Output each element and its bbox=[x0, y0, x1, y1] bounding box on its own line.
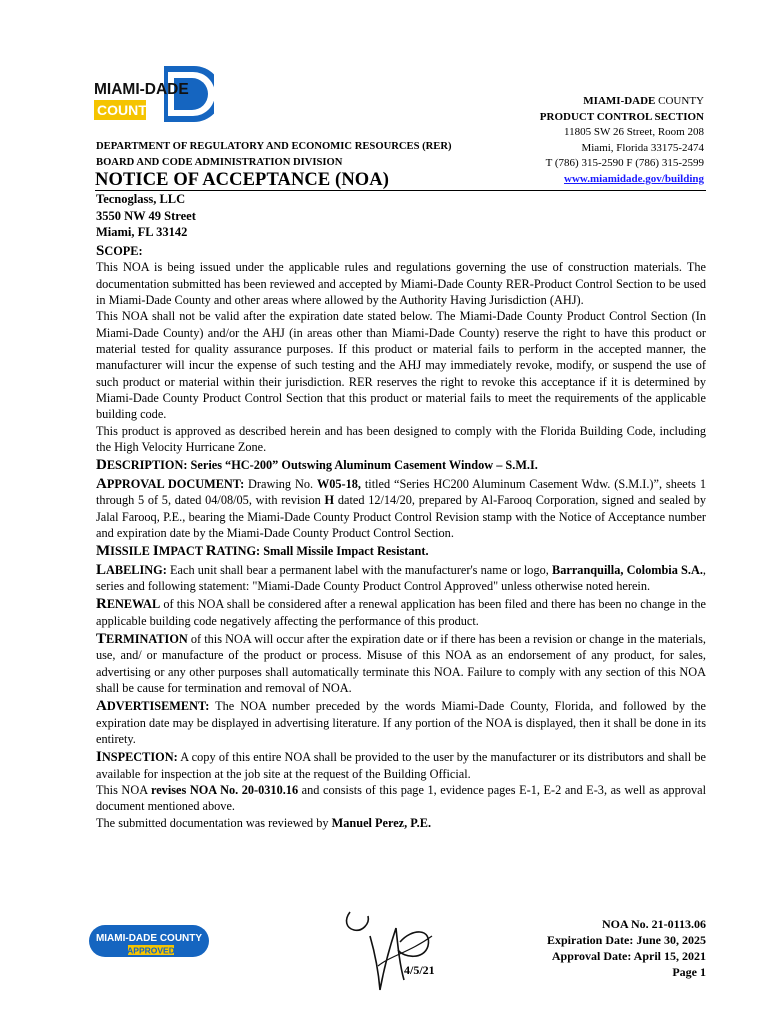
scope-paragraph-3: This product is approved as described herein and has been designed to comply with the Florida Building Code, including the High Velocity Hurricane Zone. bbox=[96, 423, 706, 455]
scope-heading: SCOPE: bbox=[96, 243, 143, 259]
scope-paragraph-2: This NOA shall not be valid after the expiration date stated below. The Miami-Dade County Product Control Section (In Miami-Dade County) and/or the AHJ (in areas other than Miami-Dade County) reserve the right to have this product or material tested for quality assurance purposes. If this product or material fails to perform in the accepted manner, the manufacturer will incur the expense of such testing and the AHJ may immediately revoke, modify, or suspend the use of such product or material within their jurisdiction. RER reserves the right to revoke this acceptance if it is determined by Miami-Dade County Product Control Section that this product or material fails to meet the requirements of the applicable building code. bbox=[96, 309, 706, 422]
approval-date: Approval Date: April 15, 2021 bbox=[551, 949, 706, 963]
agency-name: MIAMI-DADE COUNTY bbox=[583, 95, 704, 107]
scope-paragraph-1: This NOA is being issued under the applicable rules and regulations governing the use of construction materials. The documentation submitted has been reviewed and accepted by Miami-Dade County RER-Product Control Section to be used in Miami-Dade County and other areas where allowed by the Authority Having Jurisdiction (AHJ). bbox=[96, 260, 706, 308]
revises-statement: This NOA revises NOA No. 20-0310.16 and consists of this page 1, evidence pages E-1, E-2 and E-3, as well as approval document mentioned above. bbox=[96, 783, 706, 814]
street-address: 11805 SW 26 Street, Room 208 bbox=[564, 126, 704, 138]
signature-date: 4/5/21 bbox=[404, 963, 435, 977]
city-address: Miami, Florida 33175-2474 bbox=[581, 141, 704, 154]
logo-text-miami-dade: MIAMI-DADE bbox=[94, 81, 189, 98]
reviewed-by-statement: The submitted documentation was reviewed by Manuel Perez, P.E. bbox=[96, 815, 432, 830]
document-body bbox=[96, 243, 706, 831]
missile-impact-section: MISSILE IMPACT RATING: Small Missile Impact Resistant. bbox=[96, 543, 429, 560]
noa-number: NOA No. 21-0113.06 bbox=[601, 917, 706, 931]
phone-numbers: T (786) 315-2590 F (786) 315-2599 bbox=[545, 157, 704, 169]
holder-city: Miami, FL 33142 bbox=[96, 225, 188, 239]
signature-mark bbox=[340, 906, 450, 998]
approval-document-section: APPROVAL DOCUMENT: Drawing No. W05-18, titled “Series HC200 Aluminum Casement Wdw. (S.M.I.)”, sheets 1 through 5 of 5, dated 04/08/05, with revision H dated 12/14/20, prepared by Al-Farooq Corporation, signed and sealed by Jalal Farooq, P.E., bearing the Miami-Dade County Product Control Revision stamp with the Notice of Acceptance number and expiration date by the Miami-Dade County Product Control Section. bbox=[96, 475, 706, 540]
description-section: DESCRIPTION: Series “HC-200” Outswing Aluminum Casement Window – S.M.I. bbox=[96, 457, 538, 474]
miami-dade-logo bbox=[94, 64, 214, 124]
holder-name: Tecnoglass, LLC bbox=[96, 192, 186, 206]
product-holder bbox=[96, 191, 196, 241]
approved-logo-approved-text: APPROVED bbox=[127, 945, 175, 956]
page-title: NOTICE OF ACCEPTANCE (NOA) bbox=[95, 170, 389, 190]
logo-text-county: COUNTY bbox=[97, 102, 157, 118]
advertisement-section: ADVERTISEMENT: The NOA number preceded by the words Miami-Dade County, Florida, and followed by the expiration date may be displayed in advertising literature. If any portion of the NOA is displayed, then it shall be done in its entirety. bbox=[96, 698, 706, 746]
noa-info-block bbox=[547, 916, 706, 980]
address-block bbox=[540, 94, 704, 187]
approved-logo-county-text: MIAMI-DADE COUNTY bbox=[95, 933, 203, 944]
page-number: Page 1 bbox=[672, 965, 706, 979]
department-block bbox=[96, 139, 452, 171]
labeling-section: LABELING: Each unit shall bear a permanent label with the manufacturer's name or logo, Barranquilla, Colombia S.A., series and following statement: "Miami-Dade County Product Control Approved" unless otherwise noted herein. bbox=[96, 561, 706, 593]
section-name: PRODUCT CONTROL SECTION bbox=[539, 110, 704, 123]
expiration-date: Expiration Date: June 30, 2025 bbox=[547, 933, 706, 947]
website-link[interactable]: www.miamidade.gov/building bbox=[564, 172, 704, 185]
termination-section: TERMINATION of this NOA will occur after the expiration date or if there has been a revision or change in the materials, use, and/ or manufacture of the product or process. Misuse of this NOA as an endorsement of any product, for sales, advertising or any other purposes shall automatically terminate this NOA. Failure to comply with any section of this NOA shall be cause for termination and removal of NOA. bbox=[96, 630, 706, 695]
division-name: BOARD AND CODE ADMINISTRATION DIVISION bbox=[96, 157, 343, 168]
renewal-section: RENEWAL of this NOA shall be considered after a renewal application has been filed and there has been no change in the applicable building code negatively affecting the performance of this product. bbox=[96, 596, 706, 628]
miami-dade-approved-logo bbox=[88, 924, 210, 958]
inspection-section: INSPECTION: A copy of this entire NOA shall be provided to the user by the manufacturer or its distributors and shall be available for inspection at the job site at the request of the Building Official. bbox=[96, 749, 706, 781]
holder-street: 3550 NW 49 Street bbox=[96, 208, 196, 223]
department-name: DEPARTMENT OF REGULATORY AND ECONOMIC RESOURCES (RER) bbox=[96, 141, 452, 152]
